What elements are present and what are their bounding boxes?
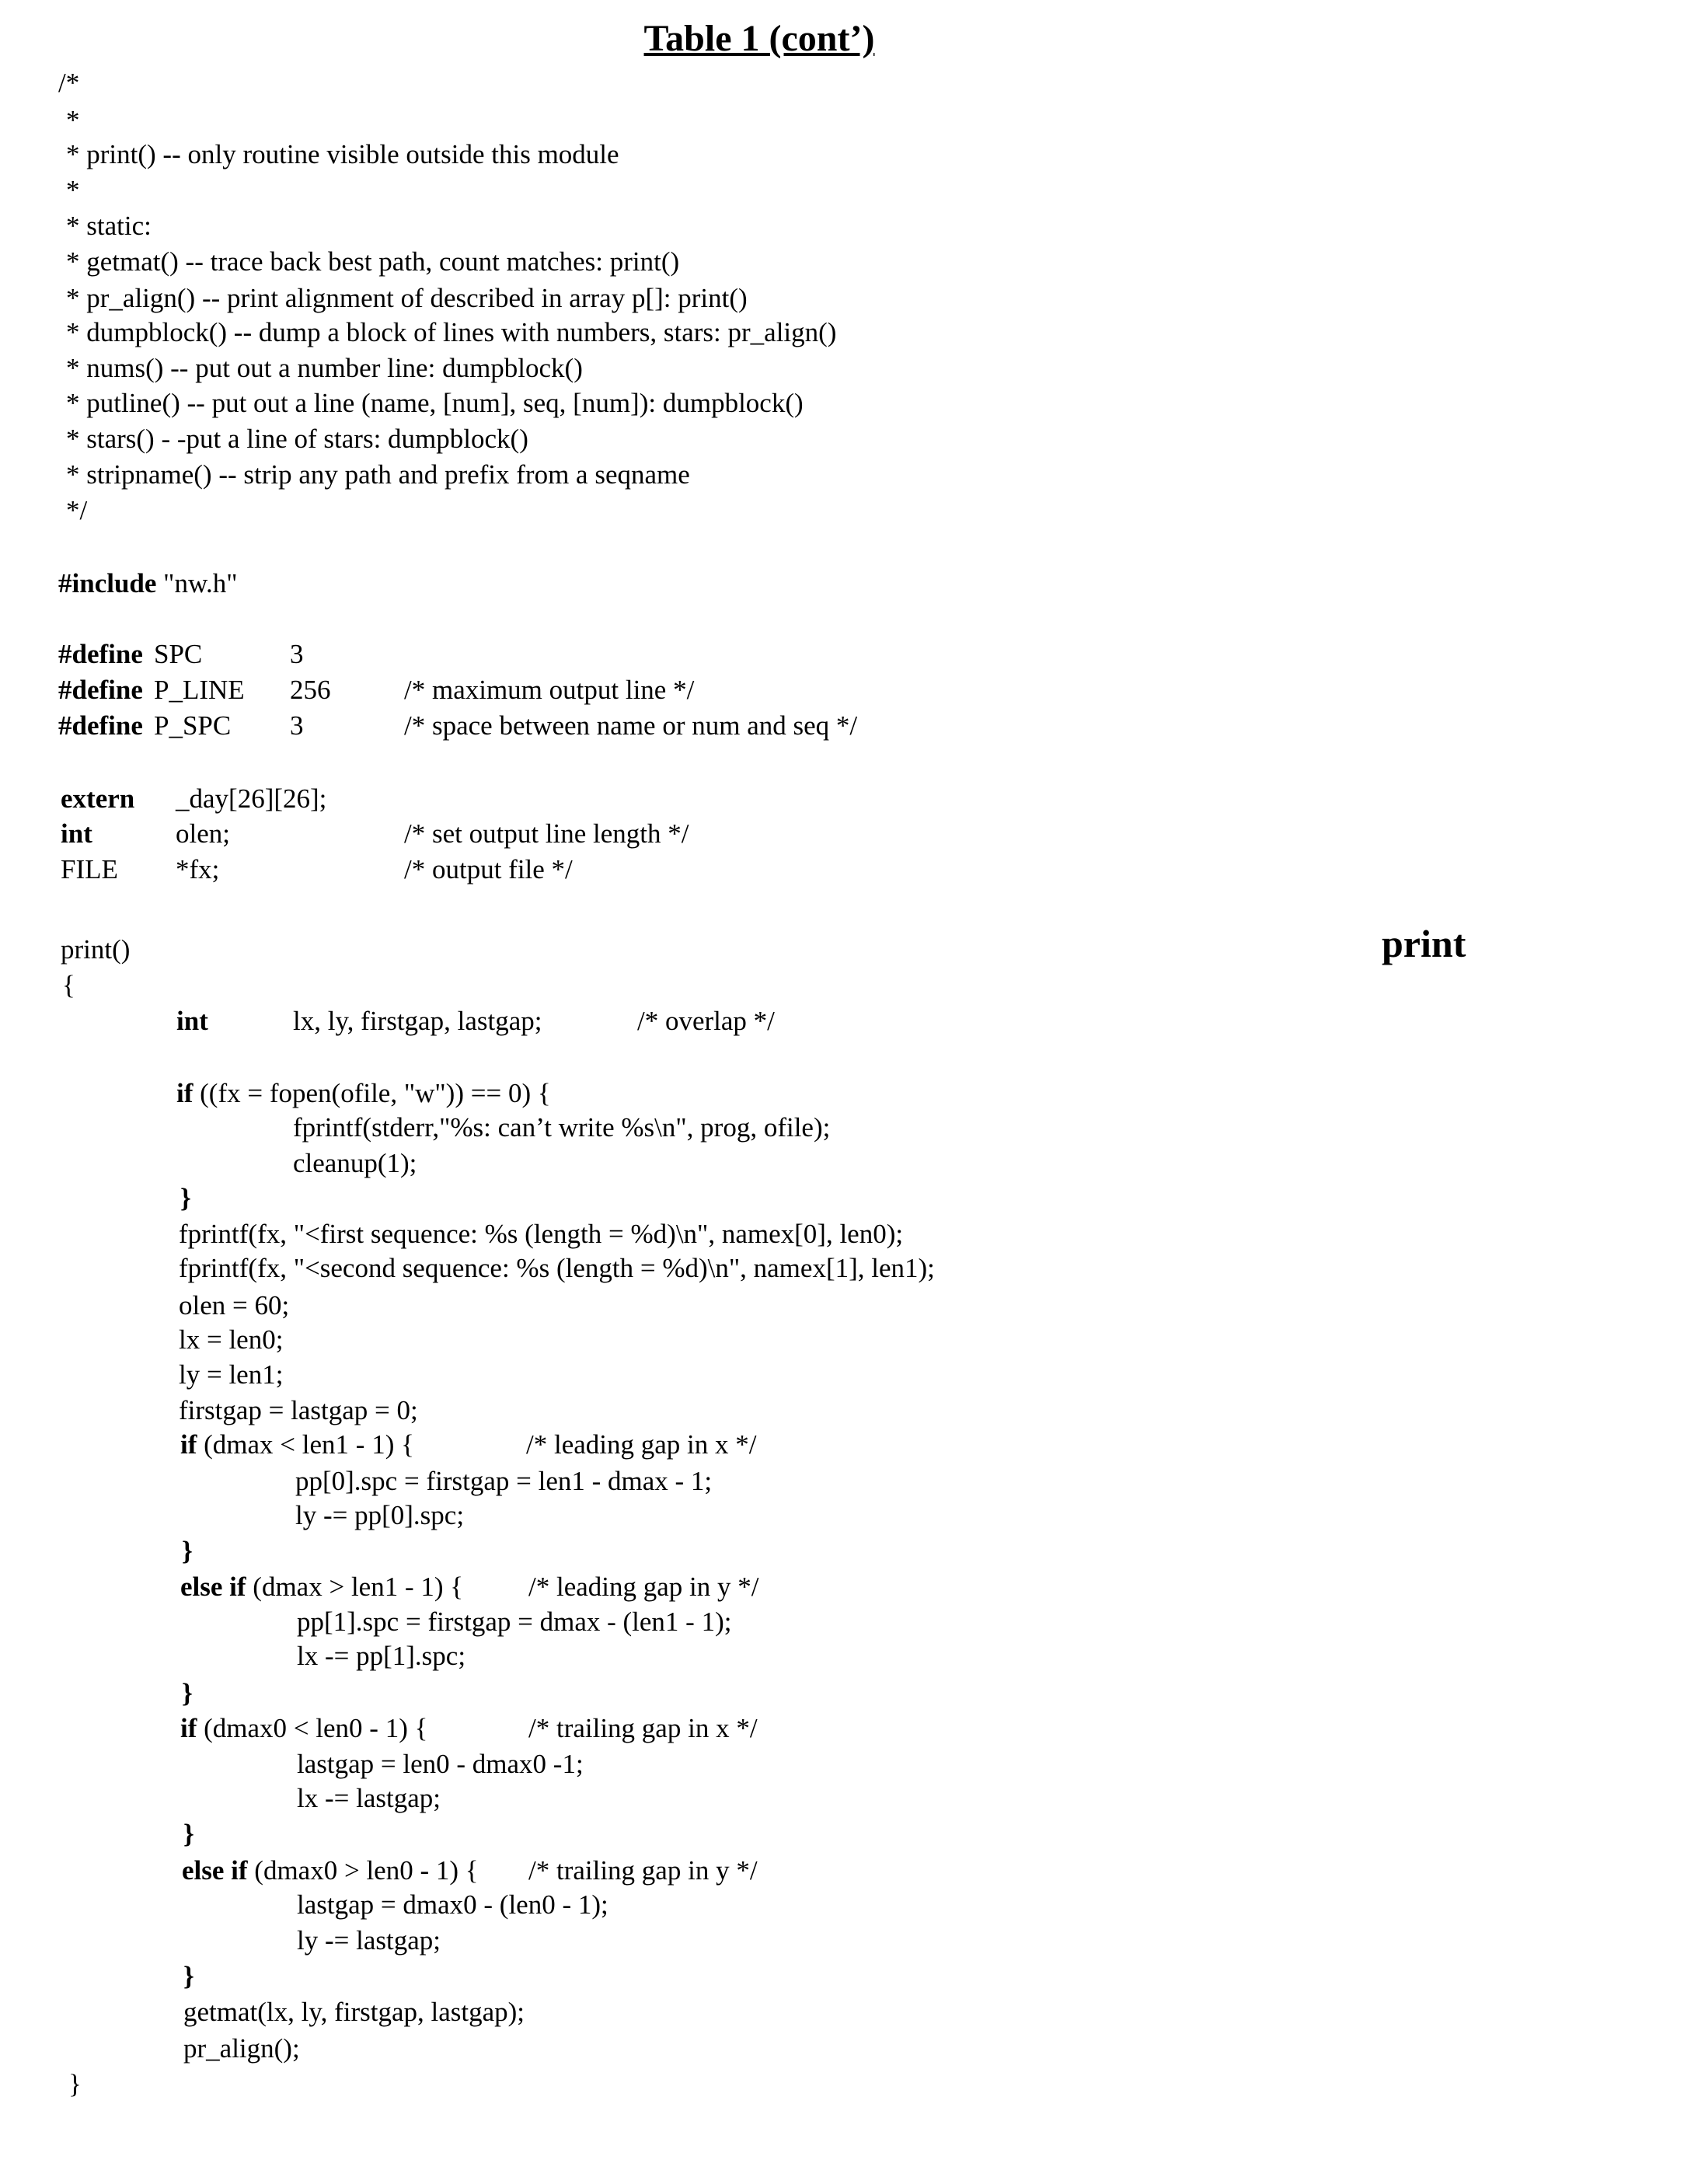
code-line: firstgap = lastgap = 0;	[179, 1394, 418, 1428]
code-line: pr_align();	[183, 2032, 300, 2066]
code-line: ly -= lastgap;	[297, 1924, 441, 1958]
comment-line: * pr_align() -- print alignment of described in array p[]: print()	[66, 281, 748, 316]
code-line: if ((fx = fopen(ofile, "w")) == 0) {	[176, 1076, 551, 1111]
define-comment: /* space between name or num and seq */	[404, 709, 857, 743]
decl-type: FILE	[61, 853, 118, 887]
code-comment: /* trailing gap in y */	[528, 1854, 758, 1888]
code-line: getmat(lx, ly, firstgap, lastgap);	[183, 1995, 525, 2029]
comment-line: * stars() - -put a line of stars: dumpblock()	[66, 422, 528, 456]
decl-name: _day[26][26];	[176, 782, 326, 816]
code-line: lx -= lastgap;	[297, 1781, 441, 1816]
decl-comment: /* output file */	[404, 853, 573, 887]
code-line: cleanup(1);	[293, 1146, 417, 1181]
local-vars: lx, ly, firstgap, lastgap;	[293, 1004, 542, 1038]
define-value: 3	[290, 709, 304, 743]
page-title: Table 1 (cont’)	[0, 17, 1518, 60]
comment-line: * dumpblock() -- dump a block of lines with numbers, stars: pr_align()	[66, 316, 836, 350]
define-name: SPC	[154, 637, 202, 672]
define-comment: /* maximum output line */	[404, 673, 694, 707]
close-brace: }	[182, 1534, 193, 1568]
code-line: ly = len1;	[179, 1358, 283, 1392]
code-line: pp[1].spc = firstgap = dmax - (len1 - 1);	[297, 1605, 731, 1639]
side-label: print	[1382, 921, 1466, 966]
decl-name: *fx;	[176, 853, 219, 887]
code-line: lx = len0;	[179, 1323, 283, 1357]
decl-comment: /* set output line length */	[404, 817, 689, 851]
comment-line: *	[66, 103, 80, 138]
code-line: lastgap = dmax0 - (len0 - 1);	[297, 1888, 608, 1922]
keyword: #include	[58, 568, 156, 598]
code-line: fprintf(fx, "<first sequence: %s (length = %d)\n", namex[0], len0);	[179, 1217, 903, 1251]
comment-line: * getmat() -- trace back best path, count matches: print()	[66, 245, 679, 279]
include-line	[58, 567, 238, 601]
define-keyword: #define	[58, 709, 143, 743]
code-line: else if (dmax > len1 - 1) {	[180, 1570, 463, 1604]
define-value: 3	[290, 637, 304, 672]
function-signature: print()	[61, 933, 130, 967]
decl-name: olen;	[176, 817, 230, 851]
code-line: if (dmax < len1 - 1) {	[180, 1428, 414, 1462]
code-comment: /* overlap */	[637, 1004, 775, 1038]
comment-line: * static:	[66, 209, 152, 243]
decl-type: int	[61, 817, 92, 851]
define-name: P_LINE	[154, 673, 245, 707]
code-comment: /* leading gap in y */	[528, 1570, 758, 1604]
code-line: lx -= pp[1].spc;	[297, 1639, 465, 1673]
code-line: pp[0].spc = firstgap = len1 - dmax - 1;	[295, 1464, 712, 1498]
code-line: ly -= pp[0].spc;	[295, 1498, 464, 1533]
comment-line: * stripname() -- strip any path and prefix from a seqname	[66, 458, 690, 492]
close-brace: }	[182, 1676, 193, 1711]
close-brace: }	[180, 1181, 191, 1216]
comment-line: /*	[58, 66, 79, 100]
code-line: fprintf(stderr,"%s: can’t write %s\n", prog, ofile);	[293, 1111, 830, 1145]
comment-line: * nums() -- put out a number line: dumpblock()	[66, 351, 583, 386]
open-brace: {	[62, 968, 75, 1003]
code-comment: /* leading gap in x */	[526, 1428, 756, 1462]
code-line: olen = 60;	[179, 1289, 289, 1323]
define-keyword: #define	[58, 673, 143, 707]
define-name: P_SPC	[154, 709, 231, 743]
include-file: "nw.h"	[163, 568, 237, 598]
code-line: if (dmax0 < len0 - 1) {	[180, 1711, 427, 1746]
define-keyword: #define	[58, 637, 143, 672]
comment-line: *	[66, 173, 80, 208]
code-line: fprintf(fx, "<second sequence: %s (length = %d)\n", namex[1], len1);	[179, 1251, 935, 1286]
comment-line: * print() -- only routine visible outside this module	[66, 138, 619, 172]
close-brace: }	[68, 2067, 82, 2102]
code-line: lastgap = len0 - dmax0 -1;	[297, 1747, 584, 1781]
keyword: int	[176, 1004, 208, 1038]
close-brace: }	[183, 1959, 194, 1994]
code-comment: /* trailing gap in x */	[528, 1711, 758, 1746]
comment-line: */	[66, 494, 87, 528]
code-line: else if (dmax0 > len0 - 1) {	[182, 1854, 479, 1888]
close-brace: }	[183, 1817, 194, 1851]
decl-type: extern	[61, 782, 134, 816]
define-value: 256	[290, 673, 331, 707]
comment-line: * putline() -- put out a line (name, [num], seq, [num]): dumpblock()	[66, 386, 804, 420]
